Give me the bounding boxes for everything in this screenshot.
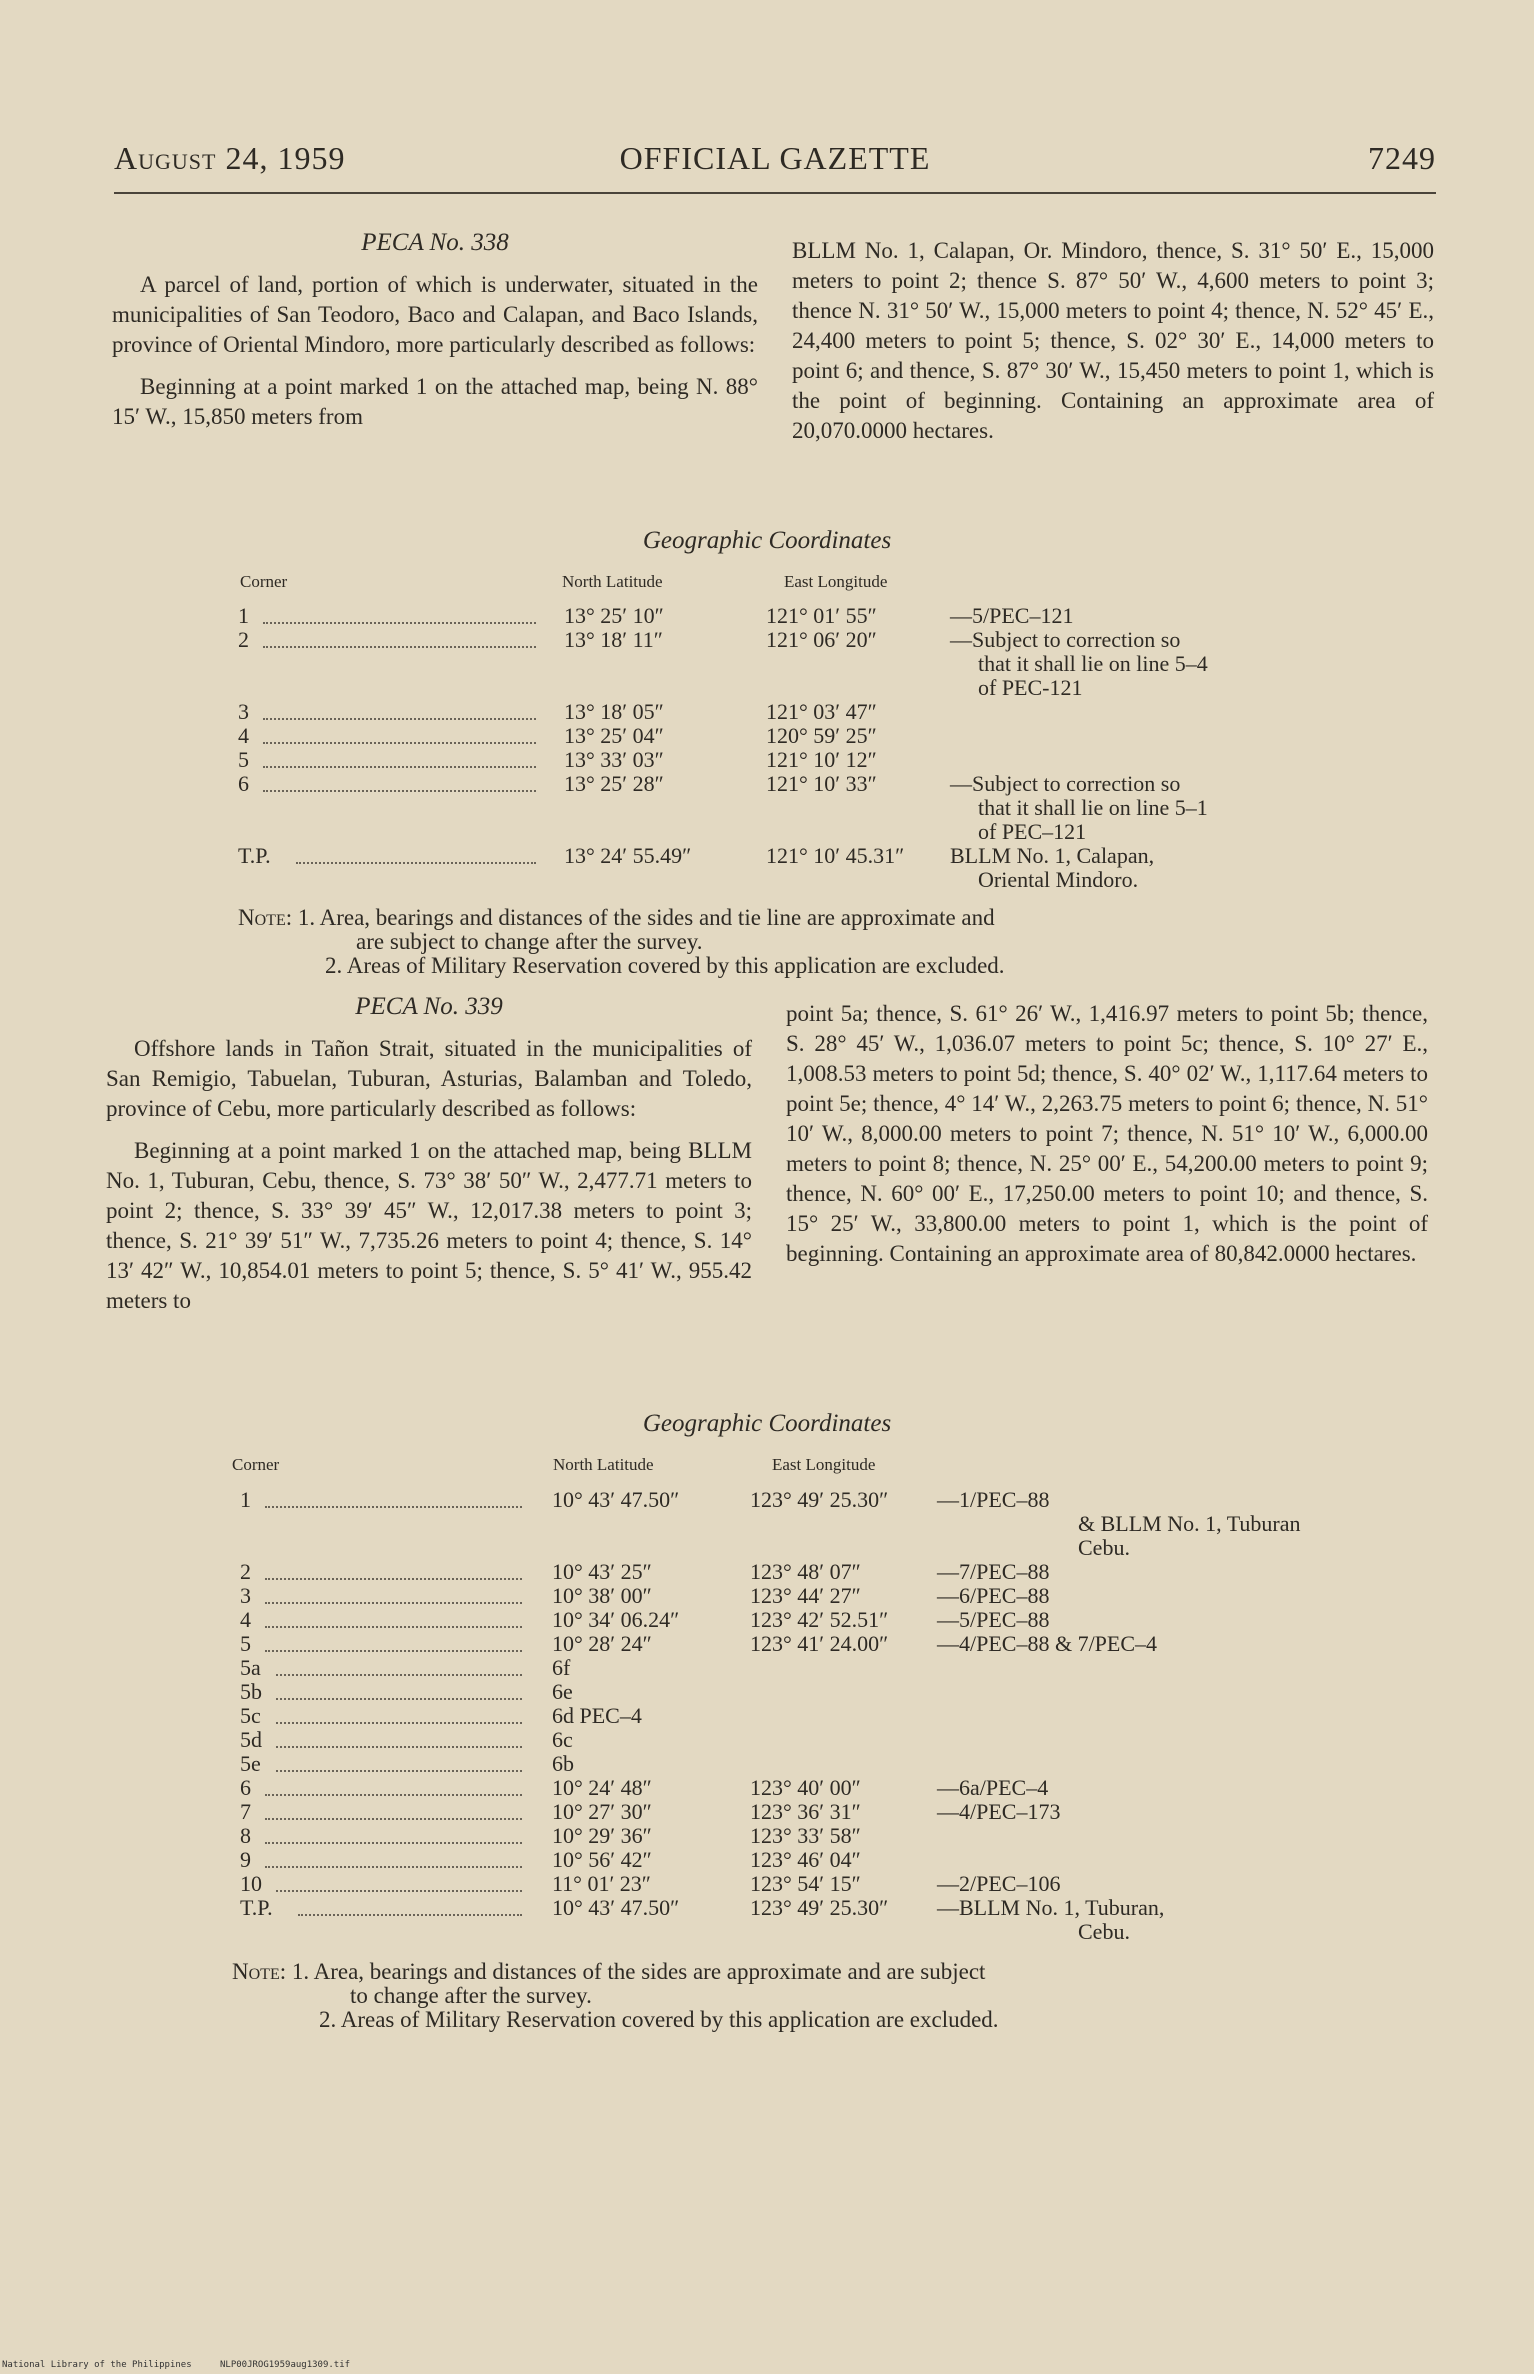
- remark-line: —6a/PEC–4: [937, 1775, 1049, 1800]
- leader-dots: [265, 1608, 522, 1628]
- leader-dots: [276, 1728, 522, 1748]
- north-latitude: 6e: [552, 1679, 573, 1704]
- leader-dots: [263, 628, 536, 648]
- north-latitude: 13° 33′ 03″: [564, 747, 664, 772]
- north-latitude: 10° 43′ 25″: [552, 1559, 652, 1584]
- coordinate-row: [230, 1656, 1330, 1680]
- remark-line: BLLM No. 1, Calapan,: [950, 843, 1155, 868]
- leader-dots: [276, 1680, 522, 1700]
- remark-line: —5/PEC–88: [937, 1607, 1050, 1632]
- peca339-geo-title: Geographic Coordinates: [642, 1410, 892, 1437]
- remark-line: —2/PEC–106: [937, 1871, 1061, 1896]
- corner-label: 5: [240, 1631, 251, 1656]
- east-longitude: 121° 06′ 20″: [766, 627, 877, 652]
- coordinate-row: [236, 748, 1336, 772]
- leader-dots: [298, 1896, 522, 1916]
- coordinate-row: [230, 1800, 1330, 1824]
- coordinate-row: [230, 1488, 1330, 1560]
- coordinate-row: [236, 772, 1336, 844]
- coordinate-row: [236, 628, 1336, 700]
- remark-line: that it shall lie on line 5–1: [978, 795, 1208, 820]
- east-longitude: 121° 10′ 33″: [766, 771, 877, 796]
- corner-label: 5c: [240, 1703, 261, 1728]
- leader-dots: [265, 1632, 522, 1652]
- peca338-title: PECA No. 338: [361, 229, 509, 256]
- east-longitude: 123° 44′ 27″: [750, 1583, 861, 1608]
- page-header: [114, 140, 1436, 194]
- remark-line: —4/PEC–88 & 7/PEC–4: [937, 1631, 1158, 1656]
- corner-label: 6: [238, 771, 249, 796]
- peca339-para3: point 5a; thence, S. 61° 26′ W., 1,416.97 meters to point 5b; thence, S. 28° 45′ W., 1,036.07 meters to point 5c; thence, S. 10° 27′ E., 1,008.53 meters to point 5d; thence, S. 40° 02′ W., 1,117.64 meters to point 5e; thence, 4° 14′ W., 2,263.75 meters to point 6; thence, N. 51° 10′ W., 8,000.00 meters to point 7; thence, N. 51° 10′ W., 6,000.00 meters to point 8; thence, N. 25° 00′ E., 54,200.00 meters to point 9; thence, N. 60° 00′ E., 17,250.00 meters to point 10; and thence, S. 15° 25′ W., 33,800.00 meters to point 1, which is the point of beginning. Containing an approximate area of 80,842.0000 hectares.: [786, 1001, 1428, 1266]
- north-latitude: 10° 56′ 42″: [552, 1847, 652, 1872]
- coordinate-row: [230, 1824, 1330, 1848]
- east-longitude: 121° 03′ 47″: [766, 699, 877, 724]
- peca338-geo-title: Geographic Coordinates: [642, 527, 892, 554]
- remark-line: —5/PEC–121: [950, 603, 1074, 628]
- corner-label: 4: [240, 1607, 251, 1632]
- peca339-note: [232, 1960, 999, 2032]
- leader-dots: [296, 844, 536, 864]
- corner-label: 3: [238, 699, 249, 724]
- coordinate-row: [230, 1608, 1330, 1632]
- north-latitude: 10° 43′ 47.50″: [552, 1895, 680, 1920]
- east-longitude: 120° 59′ 25″: [766, 723, 877, 748]
- corner-label: 3: [240, 1583, 251, 1608]
- peca338-para3: BLLM No. 1, Calapan, Or. Mindoro, thence, S. 31° 50′ E., 15,000 meters to point 2; thence S. 87° 50′ W., 4,600 meters to point 3; thence N. 31° 50′ W., 15,000 meters to point 4; thence, N. 52° 45′ E., 24,400 meters to point 5; thence, S. 02° 30′ E., 14,000 meters to point 6; and thence, S. 87° 30′ W., 15,450 meters to point 1, which is the point of beginning. Containing an approximate area of 20,070.0000 hectares.: [792, 238, 1434, 443]
- east-longitude: 123° 41′ 24.00″: [750, 1631, 889, 1656]
- peca339-note1b: to change after the survey.: [350, 1983, 592, 2008]
- north-latitude: 10° 38′ 00″: [552, 1583, 652, 1608]
- east-longitude: 121° 01′ 55″: [766, 603, 877, 628]
- coordinate-row: [230, 1848, 1330, 1872]
- east-longitude: 123° 33′ 58″: [750, 1823, 861, 1848]
- peca338-para1: A parcel of land, portion of which is underwater, situated in the municipalities of San Teodoro, Baco and Calapan, and Baco Islands, province of Oriental Mindoro, more particularly described as follows:: [112, 272, 758, 357]
- leader-dots: [265, 1848, 522, 1868]
- leader-dots: [263, 724, 536, 744]
- remark-line: —BLLM No. 1, Tuburan,: [937, 1895, 1165, 1920]
- header-date: August 24, 1959: [114, 140, 346, 176]
- remark-line: —6/PEC–88: [937, 1583, 1050, 1608]
- corner-label: T.P.: [240, 1895, 273, 1920]
- peca339-note1: 1. Area, bearings and distances of the sides are approximate and are subject: [291, 1959, 986, 1984]
- remark-line: —Subject to correction so: [950, 627, 1181, 652]
- north-latitude: 6b: [552, 1751, 574, 1776]
- remark-line: that it shall lie on line 5–4: [978, 651, 1208, 676]
- leader-dots: [263, 700, 536, 720]
- north-latitude: 6f: [552, 1655, 571, 1680]
- peca338-col-lat: North Latitude: [562, 572, 663, 591]
- east-longitude: 123° 49′ 25.30″: [750, 1487, 889, 1512]
- leader-dots: [276, 1704, 522, 1724]
- leader-dots: [265, 1824, 522, 1844]
- corner-label: 6: [240, 1775, 251, 1800]
- east-longitude: 123° 42′ 52.51″: [750, 1607, 889, 1632]
- peca339-left-column: [106, 992, 752, 1316]
- leader-dots: [276, 1872, 522, 1892]
- remark-line: & BLLM No. 1, Tuburan: [1078, 1511, 1301, 1536]
- peca338-note2: 2. Areas of Military Reservation covered by this application are excluded.: [325, 953, 1005, 978]
- east-longitude: 123° 49′ 25.30″: [750, 1895, 889, 1920]
- leader-dots: [263, 604, 536, 624]
- coordinate-row: [230, 1776, 1330, 1800]
- east-longitude: 123° 54′ 15″: [750, 1871, 861, 1896]
- corner-label: 5b: [240, 1679, 262, 1704]
- leader-dots: [265, 1800, 522, 1820]
- coordinate-row: [230, 1632, 1330, 1656]
- east-longitude: 121° 10′ 45.31″: [766, 843, 905, 868]
- leader-dots: [276, 1656, 522, 1676]
- east-longitude: 123° 48′ 07″: [750, 1559, 861, 1584]
- header-page-number: 7249: [1368, 140, 1436, 176]
- remark-line: of PEC–121: [978, 819, 1087, 844]
- peca338-col-corner: Corner: [240, 572, 288, 591]
- corner-label: 4: [238, 723, 249, 748]
- remark-line: —Subject to correction so: [950, 771, 1181, 796]
- peca339-note-label: Note:: [232, 1959, 287, 1984]
- peca339-title: PECA No. 339: [355, 993, 503, 1020]
- corner-label: 5a: [240, 1655, 261, 1680]
- remark-line: of PEC-121: [978, 675, 1083, 700]
- peca338-para2: Beginning at a point marked 1 on the attached map, being N. 88° 15′ W., 15,850 meters from: [112, 374, 758, 429]
- corner-label: 5d: [240, 1727, 262, 1752]
- corner-label: 2: [238, 627, 249, 652]
- remark-line: Oriental Mindoro.: [978, 867, 1139, 892]
- footer-library: National Library of the Philippines: [2, 2360, 192, 2370]
- corner-label: 1: [240, 1487, 251, 1512]
- remark-line: —4/PEC–173: [937, 1799, 1061, 1824]
- peca338-right-column: [792, 236, 1434, 446]
- north-latitude: 13° 18′ 05″: [564, 699, 664, 724]
- leader-dots: [265, 1776, 522, 1796]
- peca338-left-column: [112, 228, 758, 432]
- remark-line: —7/PEC–88: [937, 1559, 1050, 1584]
- corner-label: 5e: [240, 1751, 261, 1776]
- coordinate-row: [230, 1752, 1330, 1776]
- leader-dots: [276, 1752, 522, 1772]
- east-longitude: 123° 46′ 04″: [750, 1847, 861, 1872]
- east-longitude: 123° 36′ 31″: [750, 1799, 861, 1824]
- coordinate-row: [230, 1704, 1330, 1728]
- corner-label: 7: [240, 1799, 251, 1824]
- peca338-note1b: are subject to change after the survey.: [356, 929, 703, 954]
- leader-dots: [263, 772, 536, 792]
- corner-label: 10: [240, 1871, 262, 1896]
- coordinate-row: [236, 604, 1336, 628]
- coordinate-row: [230, 1680, 1330, 1704]
- east-longitude: 121° 10′ 12″: [766, 747, 877, 772]
- north-latitude: 6d PEC–4: [552, 1703, 642, 1728]
- north-latitude: 10° 24′ 48″: [552, 1775, 652, 1800]
- peca338-col-lon: East Longitude: [784, 572, 888, 591]
- north-latitude: 13° 24′ 55.49″: [564, 843, 692, 868]
- north-latitude: 10° 43′ 47.50″: [552, 1487, 680, 1512]
- corner-label: 1: [238, 603, 249, 628]
- peca338-note1: 1. Area, bearings and distances of the sides and tie line are approximate and: [297, 905, 995, 930]
- corner-label: T.P.: [238, 843, 271, 868]
- peca339-col-lon: East Longitude: [772, 1455, 876, 1474]
- north-latitude: 13° 25′ 10″: [564, 603, 664, 628]
- leader-dots: [265, 1584, 522, 1604]
- peca339-col-lat: North Latitude: [553, 1455, 654, 1474]
- corner-label: 9: [240, 1847, 251, 1872]
- coordinate-row: [230, 1872, 1330, 1896]
- footer-file: NLP00JROG1959aug1309.tif: [220, 2360, 351, 2370]
- north-latitude: 13° 25′ 04″: [564, 723, 664, 748]
- corner-label: 5: [238, 747, 249, 772]
- peca338-coordinates-table: [236, 604, 1336, 892]
- coordinate-row: [230, 1896, 1330, 1944]
- coordinate-row: [236, 844, 1336, 892]
- peca339-para1: Offshore lands in Tañon Strait, situated in the municipalities of San Remigio, Tabuelan, Tuburan, Asturias, Balamban and Toledo, province of Cebu, more particularly described as follows:: [106, 1036, 752, 1121]
- peca338-note-label: Note:: [238, 905, 293, 930]
- leader-dots: [265, 1488, 522, 1508]
- leader-dots: [263, 748, 536, 768]
- header-publication: OFFICIAL GAZETTE: [619, 140, 931, 176]
- remark-line: —1/PEC–88: [937, 1487, 1050, 1512]
- corner-label: 2: [240, 1559, 251, 1584]
- remark-line: Cebu.: [1078, 1535, 1130, 1560]
- peca339-coordinates-table: [230, 1488, 1330, 1944]
- corner-label: 8: [240, 1823, 251, 1848]
- north-latitude: 10° 29′ 36″: [552, 1823, 652, 1848]
- remark-line: Cebu.: [1078, 1919, 1130, 1944]
- coordinate-row: [236, 700, 1336, 724]
- peca338-note: [238, 906, 1005, 978]
- north-latitude: 13° 25′ 28″: [564, 771, 664, 796]
- peca339-note2: 2. Areas of Military Reservation covered by this application are excluded.: [319, 2007, 999, 2032]
- north-latitude: 13° 18′ 11″: [564, 627, 663, 652]
- coordinate-row: [230, 1584, 1330, 1608]
- coordinate-row: [230, 1728, 1330, 1752]
- coordinate-row: [236, 724, 1336, 748]
- east-longitude: 123° 40′ 00″: [750, 1775, 861, 1800]
- north-latitude: 10° 27′ 30″: [552, 1799, 652, 1824]
- peca339-col-corner: Corner: [232, 1455, 280, 1474]
- leader-dots: [265, 1560, 522, 1580]
- north-latitude: 10° 28′ 24″: [552, 1631, 652, 1656]
- north-latitude: 10° 34′ 06.24″: [552, 1607, 680, 1632]
- peca339-right-column: [786, 999, 1428, 1269]
- coordinate-row: [230, 1560, 1330, 1584]
- north-latitude: 11° 01′ 23″: [552, 1871, 651, 1896]
- north-latitude: 6c: [552, 1727, 573, 1752]
- peca339-para2: Beginning at a point marked 1 on the attached map, being BLLM No. 1, Tuburan, Cebu, thence, S. 73° 38′ 50″ W., 2,477.71 meters to point 2; thence, S. 33° 39′ 45″ W., 12,017.38 meters to point 3; thence, S. 21° 39′ 51″ W., 7,735.26 meters to point 4; thence, S. 14° 13′ 42″ W., 10,854.01 meters to point 5; thence, S. 5° 41′ W., 955.42 meters to: [106, 1138, 752, 1313]
